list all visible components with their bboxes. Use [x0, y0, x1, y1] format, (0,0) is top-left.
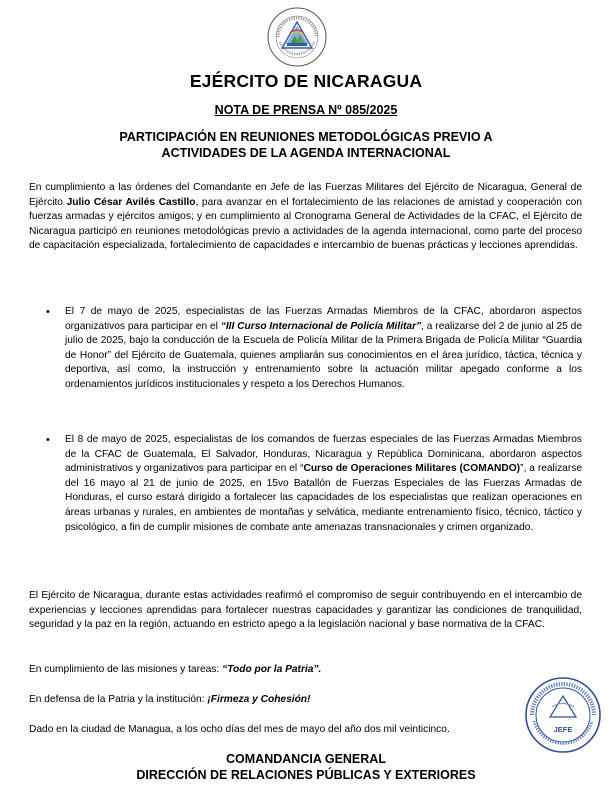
bullet1-text-b: , a realizarse del 2 de junio al 25 de julio de 2025, bajo la conducción de la Escuela de Policía Militar de la Primera Brigada de Policía Militar “Guardia de Honor” del Ejército de Guatemala, quienes ampliarán sus conocimientos en el área jurídico, táctica, técnica y deportiva, así como, la instrucción y entrenamiento sobre la actuación militar apegado conforme a los ordenamientos jurídicos institucionales y respeto a los Derechos Humanos. [65, 320, 582, 390]
footer-department: DIRECCIÓN DE RELACIONES PÚBLICAS Y EXTERIORES [136, 768, 476, 782]
date-line: Dado en la ciudad de Managua, a los ocho días del mes de mayo del año dos mil veinticinco. [29, 724, 450, 735]
motto-todo-por-la-patria: “Todo por la Patria”. [222, 664, 322, 675]
title-line-2: ACTIVIDADES DE LA AGENDA INTERNACIONAL [161, 146, 451, 160]
defense-paragraph [29, 693, 582, 708]
commander-name: Julio César Avilés Castillo [66, 196, 196, 208]
intro-text-b: , para avanzar en el fortalecimiento de las relaciones de amistad y cooperación con fuerzas armadas y ejércitos amigos; y en cumplimiento al Cronograma General de Actividades de la CFAC, el Ejército de Nicaragua participó en reuniones metodológicas previo a actividades de la agenda internacional, como parte del proceso de capacitación especializada, fortalecimiento de capacidades e intercambio de buenas prácticas y lecciones aprendidas. [29, 196, 582, 252]
footer-command: COMANDANCIA GENERAL [226, 752, 386, 766]
list-item-military-police-course [29, 305, 582, 393]
bullet1-text-a: El 7 de mayo de 2025, especialistas de las Fuerzas Armadas Miembros de la CFAC, abordaron aspectos organizativos para participar en el [65, 306, 582, 332]
defense-text: En defensa de la Patria y la institución: [29, 694, 208, 705]
title-line-1: PARTICIPACIÓN EN REUNIONES METODOLÓGICAS PREVIO A [119, 130, 493, 144]
intro-paragraph [29, 181, 582, 254]
organization-name: EJÉRCITO DE NICARAGUA [189, 71, 423, 91]
activity-list-2 [29, 433, 582, 535]
course-name-comando: Curso de Operaciones Militares (COMANDO) [303, 463, 521, 475]
course-name-military-police: “III Curso Internacional de Policía Militar” [220, 320, 422, 332]
closing-paragraph: El Ejército de Nicaragua, durante estas actividades reafirmó el compromiso de seguir contribuyendo en el intercambio de experiencias y lecciones aprendidas para fortalecer nuestras capacidades y garantizar las condiciones de tranquilidad, seguridad y la paz en la región, actuando en estricto apego a la legislación nacional y base normativa de la CFAC. [29, 590, 582, 631]
list-item-comando-course [29, 433, 582, 535]
motto-firmeza-cohesion: ¡Firmeza y Cohesión! [207, 694, 311, 705]
stamp-label: JEFE [553, 725, 573, 734]
bullet2-text-a: El 8 de mayo de 2025, especialistas de los comandos de fuerzas especiales de las Fuerzas Armadas Miembros de la CFAC de Guatemala, El Salvador, Honduras, Nicaragua y República Dominicana, abordaron aspectos administrativos y organizativos para participar en el “ [65, 434, 582, 475]
mission-text: En cumplimiento de las misiones y tareas: [29, 664, 223, 675]
activity-list-1 [29, 305, 582, 393]
intro-text-a: En cumplimiento a las órdenes del Comandante en Jefe de las Fuerzas Militares del Ejército de Nicaragua, General de Ejército [29, 182, 582, 208]
official-stamp [524, 676, 602, 754]
motto-paragraph [29, 663, 582, 678]
document-title [0, 129, 612, 161]
national-crest-logo [266, 6, 328, 68]
bullet2-text-b: ”, a realizarse del 16 mayo al 21 de junio de 2025, en 15vo Batallón de Fuerzas Especiales de las Fuerzas Armadas de Honduras, el curso estará dirigido a fortalecer las capacidades de los especialistas que realizan operaciones en áreas urbanas y rurales, en ambientes de montañas y selvática, mediante entrenamiento físico, técnico, táctico y psicológico, a fin de cumplir misiones de combate ante amenazas transnacionales y crimen organizado. [65, 463, 582, 533]
press-note-number: NOTA DE PRENSA Nº 085/2025 [214, 103, 398, 117]
